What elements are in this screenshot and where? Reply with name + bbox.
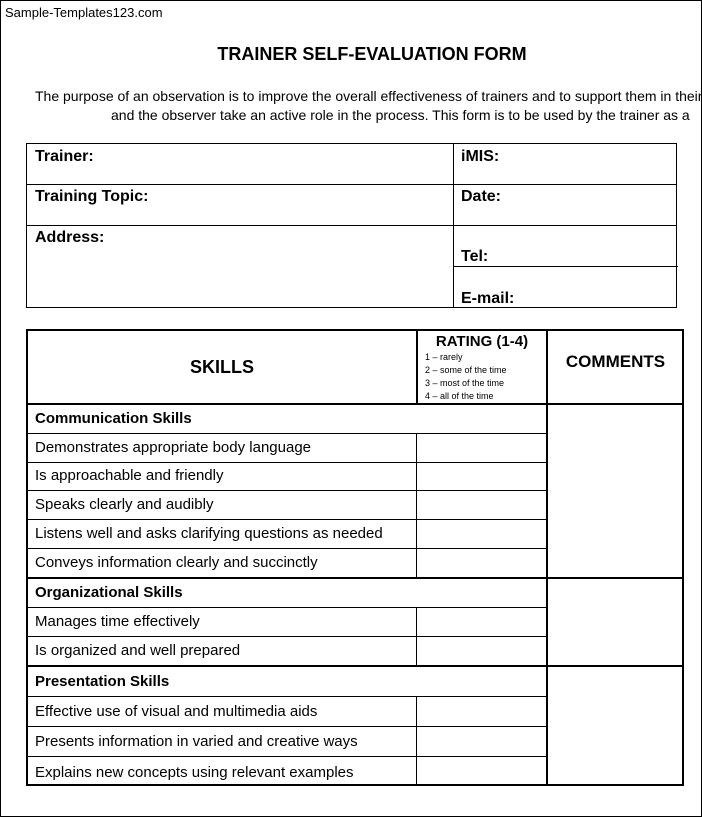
rating-cell[interactable] — [417, 491, 546, 519]
rating-scale — [425, 351, 549, 403]
form-title: TRAINER SELF-EVALUATION FORM — [217, 44, 527, 64]
rating-cell[interactable] — [417, 608, 546, 636]
comments-header: COMMENTS — [565, 352, 666, 371]
tel-field[interactable]: Tel: — [461, 248, 489, 265]
email-field[interactable]: E-mail: — [461, 290, 515, 307]
rating-cell[interactable] — [417, 434, 546, 462]
imis-field[interactable]: iMIS: — [461, 148, 500, 165]
skill-row-label: Presents information in varied and creative ways — [35, 733, 358, 750]
date-field[interactable]: Date: — [461, 188, 502, 205]
rating-cell[interactable] — [417, 637, 546, 665]
rating-cell[interactable] — [417, 520, 546, 548]
skill-row-label: Is organized and well prepared — [35, 642, 241, 659]
comments-cell[interactable] — [548, 667, 684, 786]
address-field[interactable]: Address: — [35, 229, 105, 246]
skill-row-label: Manages time effectively — [35, 613, 200, 630]
comments-cell[interactable] — [548, 579, 684, 665]
skills-table — [26, 329, 684, 786]
rating-cell[interactable] — [417, 463, 546, 491]
skill-row-label: Conveys information clearly and succinctly — [35, 554, 318, 571]
trainer-info-table — [26, 143, 677, 308]
intro-line-2: and the observer take an active role in the process. This form is to be used by the trainer as a — [111, 107, 690, 123]
section-title-organizational: Organizational Skills — [35, 584, 183, 601]
skill-row-label: Is approachable and friendly — [35, 467, 224, 484]
rating-scale-item: 2 – some of the time — [425, 365, 507, 375]
training-topic-field[interactable]: Training Topic: — [35, 188, 149, 205]
rating-scale-item: 1 – rarely — [425, 352, 463, 362]
trainer-field[interactable]: Trainer: — [35, 148, 94, 165]
info-row-line — [453, 266, 678, 267]
rating-cell[interactable] — [417, 727, 546, 756]
intro-line-1: The purpose of an observation is to improve the overall effectiveness of trainers and to support them in their — [35, 88, 702, 104]
header-divider — [416, 331, 418, 405]
rating-header: RATING (1-4) — [435, 333, 529, 350]
skills-header: SKILLS — [189, 356, 254, 377]
rating-cell[interactable] — [417, 549, 546, 577]
rating-cell[interactable] — [417, 697, 546, 726]
comments-cell[interactable] — [548, 405, 684, 577]
rating-scale-item: 4 – all of the time — [425, 391, 494, 401]
skill-row-label: Effective use of visual and multimedia aids — [35, 703, 318, 720]
skill-row-label: Demonstrates appropriate body language — [35, 439, 312, 456]
skill-row-label: Listens well and asks clarifying questions as needed — [35, 525, 383, 542]
rating-cell[interactable] — [417, 757, 546, 786]
info-row-line — [27, 225, 676, 226]
section-title-communication: Communication Skills — [35, 410, 192, 427]
skill-row-label: Explains new concepts using relevant examples — [35, 764, 354, 781]
rating-scale-item: 3 – most of the time — [425, 378, 505, 388]
info-row-line — [27, 184, 676, 185]
watermark: Sample-Templates123.com — [5, 5, 163, 20]
skill-row-label: Speaks clearly and audibly — [35, 496, 214, 513]
section-title-presentation: Presentation Skills — [35, 673, 170, 690]
